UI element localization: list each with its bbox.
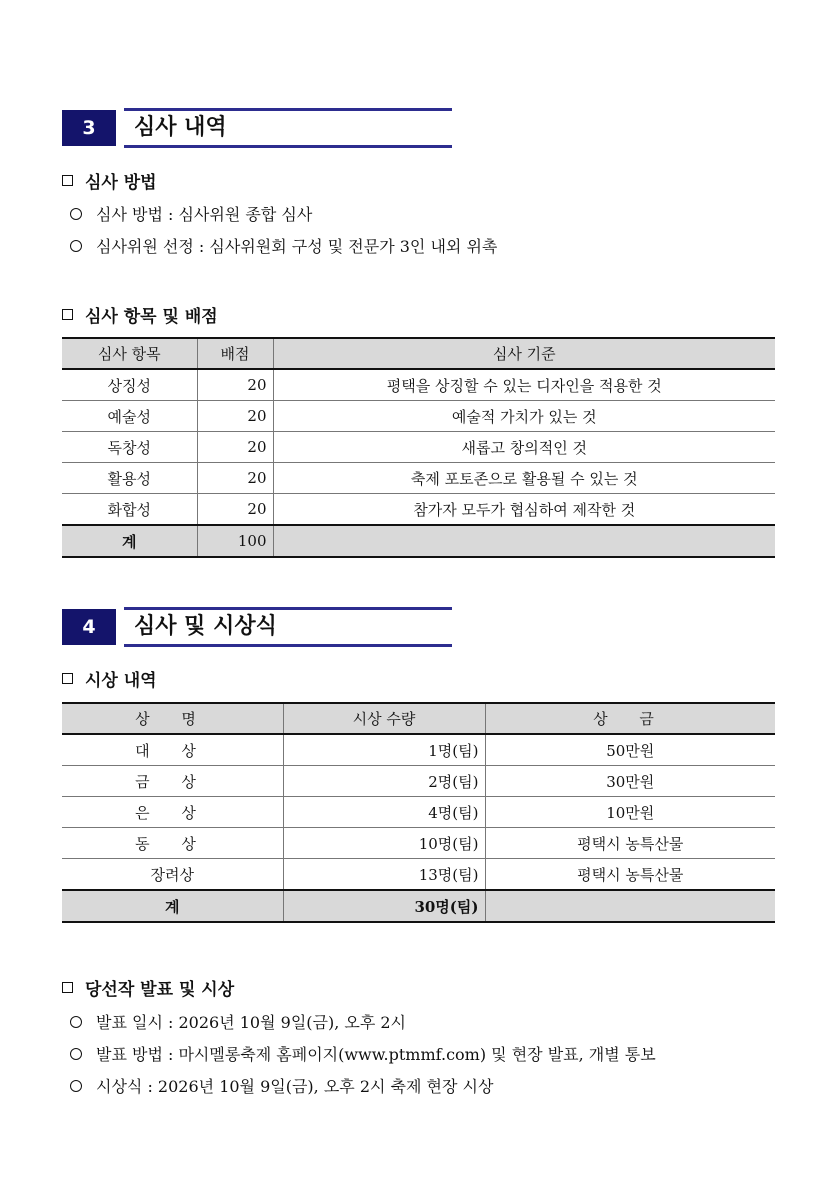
subheading-announcement — [62, 975, 234, 1000]
criteria-score: 20 — [197, 494, 273, 526]
bullet-text: 발표 일시 : 2026년 10월 9일(금), 오후 2시 — [96, 1013, 407, 1032]
checkbox-square-icon — [62, 982, 73, 993]
bullet-item — [70, 1074, 493, 1097]
table-row — [62, 797, 775, 828]
total-empty-cell — [485, 890, 775, 922]
section-number: 3 — [62, 110, 116, 146]
table-header-row — [62, 338, 775, 369]
table-row — [62, 828, 775, 859]
award-prize: 50만원 — [485, 734, 775, 766]
criteria-desc: 예술적 가치가 있는 것 — [273, 401, 775, 432]
criteria-desc: 참가자 모두가 협심하여 제작한 것 — [273, 494, 775, 526]
column-header: 심사 기준 — [273, 338, 775, 369]
section-title: 심사 및 시상식 — [124, 607, 452, 647]
criteria-score: 20 — [197, 401, 273, 432]
table-total-row — [62, 525, 775, 557]
award-name: 동 상 — [62, 828, 283, 859]
total-empty-cell — [273, 525, 775, 557]
subheading-criteria — [62, 302, 218, 327]
award-prize: 평택시 농특산물 — [485, 859, 775, 891]
bullet-text: 시상식 : 2026년 10월 9일(금), 오후 2시 축제 현장 시상 — [96, 1077, 494, 1096]
bullet-item — [70, 234, 497, 257]
award-name: 장려상 — [62, 859, 283, 891]
subheading-awards — [62, 666, 157, 691]
criteria-item: 화합성 — [62, 494, 197, 526]
total-count: 30명(팀) — [283, 890, 485, 922]
award-name: 대 상 — [62, 734, 283, 766]
checkbox-square-icon — [62, 309, 73, 320]
criteria-desc: 새롭고 창의적인 것 — [273, 432, 775, 463]
bullet-item — [70, 1010, 406, 1033]
award-count: 2명(팀) — [283, 766, 485, 797]
table-total-row — [62, 890, 775, 922]
table-row — [62, 401, 775, 432]
award-prize: 10만원 — [485, 797, 775, 828]
table-row — [62, 369, 775, 401]
total-score: 100 — [197, 525, 273, 557]
award-prize: 평택시 농특산물 — [485, 828, 775, 859]
award-count: 10명(팀) — [283, 828, 485, 859]
section-number: 4 — [62, 609, 116, 645]
column-header: 시상 수량 — [283, 703, 485, 734]
table-row — [62, 494, 775, 526]
award-prize: 30만원 — [485, 766, 775, 797]
award-name: 은 상 — [62, 797, 283, 828]
total-label: 계 — [62, 525, 197, 557]
awards-table — [62, 702, 775, 923]
criteria-desc: 평택을 상징할 수 있는 디자인을 적용한 것 — [273, 369, 775, 401]
criteria-table — [62, 337, 775, 558]
table-row — [62, 432, 775, 463]
circle-bullet-icon — [70, 1080, 82, 1092]
column-header: 배점 — [197, 338, 273, 369]
circle-bullet-icon — [70, 1048, 82, 1060]
subheading-text: 심사 항목 및 배점 — [85, 307, 218, 327]
table-header-row — [62, 703, 775, 734]
bullet-item — [70, 202, 312, 225]
table-row — [62, 859, 775, 891]
criteria-score: 20 — [197, 369, 273, 401]
criteria-item: 상징성 — [62, 369, 197, 401]
circle-bullet-icon — [70, 240, 82, 252]
award-count: 4명(팀) — [283, 797, 485, 828]
bullet-text: 심사위원 선정 : 심사위원회 구성 및 전문가 3인 내외 위촉 — [96, 237, 498, 256]
bullet-item — [70, 1042, 656, 1065]
table-row — [62, 766, 775, 797]
column-header: 상 금 — [485, 703, 775, 734]
checkbox-square-icon — [62, 673, 73, 684]
circle-bullet-icon — [70, 1016, 82, 1028]
circle-bullet-icon — [70, 208, 82, 220]
column-header: 상 명 — [62, 703, 283, 734]
criteria-item: 활용성 — [62, 463, 197, 494]
criteria-item: 예술성 — [62, 401, 197, 432]
award-count: 1명(팀) — [283, 734, 485, 766]
criteria-score: 20 — [197, 463, 273, 494]
table-row — [62, 463, 775, 494]
criteria-desc: 축제 포토존으로 활용될 수 있는 것 — [273, 463, 775, 494]
subheading-review-method — [62, 168, 157, 193]
total-label: 계 — [62, 890, 283, 922]
subheading-text: 당선작 발표 및 시상 — [85, 980, 235, 1000]
checkbox-square-icon — [62, 175, 73, 186]
award-name: 금 상 — [62, 766, 283, 797]
bullet-text: 발표 방법 : 마시멜롱축제 홈페이지(www.ptmmf.com) 및 현장 발표, 개별 통보 — [96, 1045, 656, 1064]
award-count: 13명(팀) — [283, 859, 485, 891]
column-header: 심사 항목 — [62, 338, 197, 369]
subheading-text: 심사 방법 — [85, 173, 157, 193]
bullet-text: 심사 방법 : 심사위원 종합 심사 — [96, 205, 313, 224]
section-title: 심사 내역 — [124, 108, 452, 148]
criteria-item: 독창성 — [62, 432, 197, 463]
subheading-text: 시상 내역 — [85, 671, 157, 691]
table-row — [62, 734, 775, 766]
criteria-score: 20 — [197, 432, 273, 463]
